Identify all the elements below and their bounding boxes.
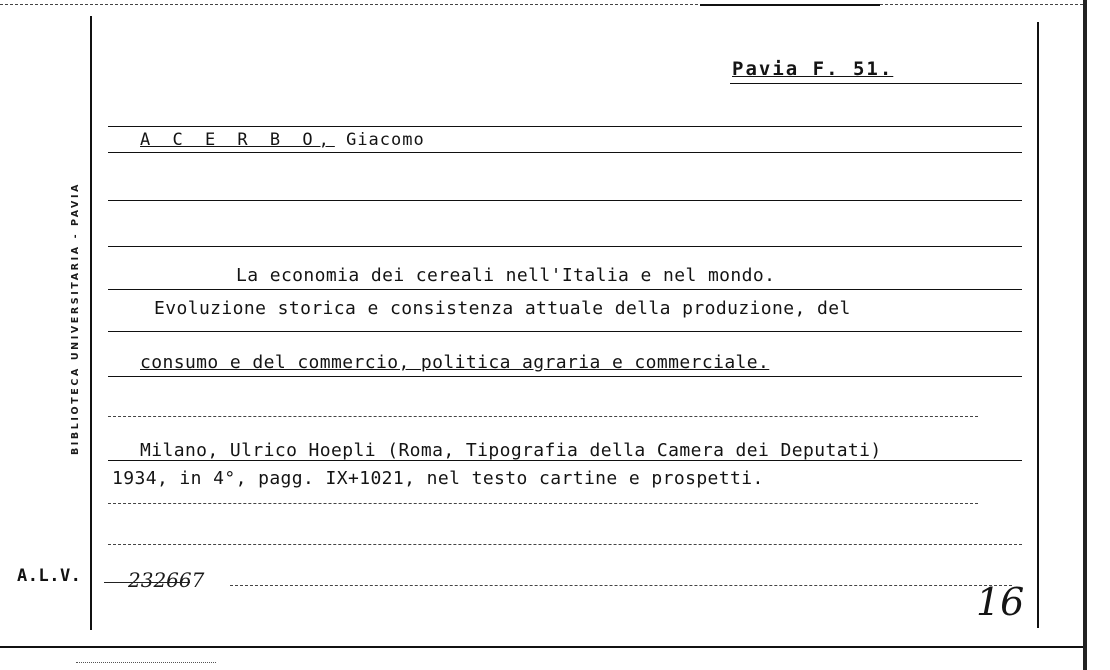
accession-strike-line bbox=[104, 582, 190, 583]
imprint-line-2: 1934, in 4°, pagg. IX+1021, nel testo cartine e prospetti. bbox=[112, 468, 764, 489]
top-edge-line bbox=[0, 4, 1083, 5]
library-stamp bbox=[56, 128, 96, 508]
author-given-name: Giacomo bbox=[346, 130, 425, 150]
ruled-line bbox=[108, 126, 1022, 127]
ruled-line bbox=[108, 503, 978, 504]
bottom-edge-line bbox=[0, 646, 1083, 648]
ruled-line bbox=[730, 83, 1022, 84]
top-edge-stroke bbox=[700, 4, 880, 6]
imprint-line-1: Milano, Ulrico Hoepli (Roma, Tipografia della Camera dei Deputati) bbox=[140, 440, 882, 461]
ruled-line bbox=[108, 416, 978, 417]
ruled-line bbox=[230, 585, 1012, 586]
title-line-2: Evoluzione storica e consistenza attuale della produzione, del bbox=[154, 298, 851, 319]
ruled-line bbox=[108, 152, 1022, 153]
title-line-1: La economia dei cereali nell'Italia e nel mondo. bbox=[236, 265, 776, 286]
right-card-edge bbox=[1083, 0, 1087, 670]
shelfmark: Pavia F. 51. bbox=[732, 58, 894, 80]
title-line-3: consumo e del commercio, politica agraria e commerciale. bbox=[140, 352, 770, 373]
alv-label: A.L.V. bbox=[17, 566, 82, 586]
accession-number: 232667 bbox=[128, 568, 205, 592]
handwritten-number: 16 bbox=[976, 580, 1025, 624]
author-surname: A C E R B O, bbox=[140, 130, 335, 150]
ruled-line bbox=[108, 246, 1022, 247]
library-stamp-text: BIBLIOTECA UNIVERSITARIA - PAVIA bbox=[70, 181, 82, 455]
ruled-line bbox=[108, 376, 1022, 377]
bottom-trim-line bbox=[76, 662, 216, 663]
ruled-line bbox=[108, 200, 1022, 201]
author-heading bbox=[140, 129, 425, 151]
ruled-line bbox=[108, 331, 1022, 332]
ruled-line bbox=[108, 289, 1022, 290]
ruled-line bbox=[108, 544, 1022, 545]
right-margin-rule bbox=[1037, 22, 1039, 628]
